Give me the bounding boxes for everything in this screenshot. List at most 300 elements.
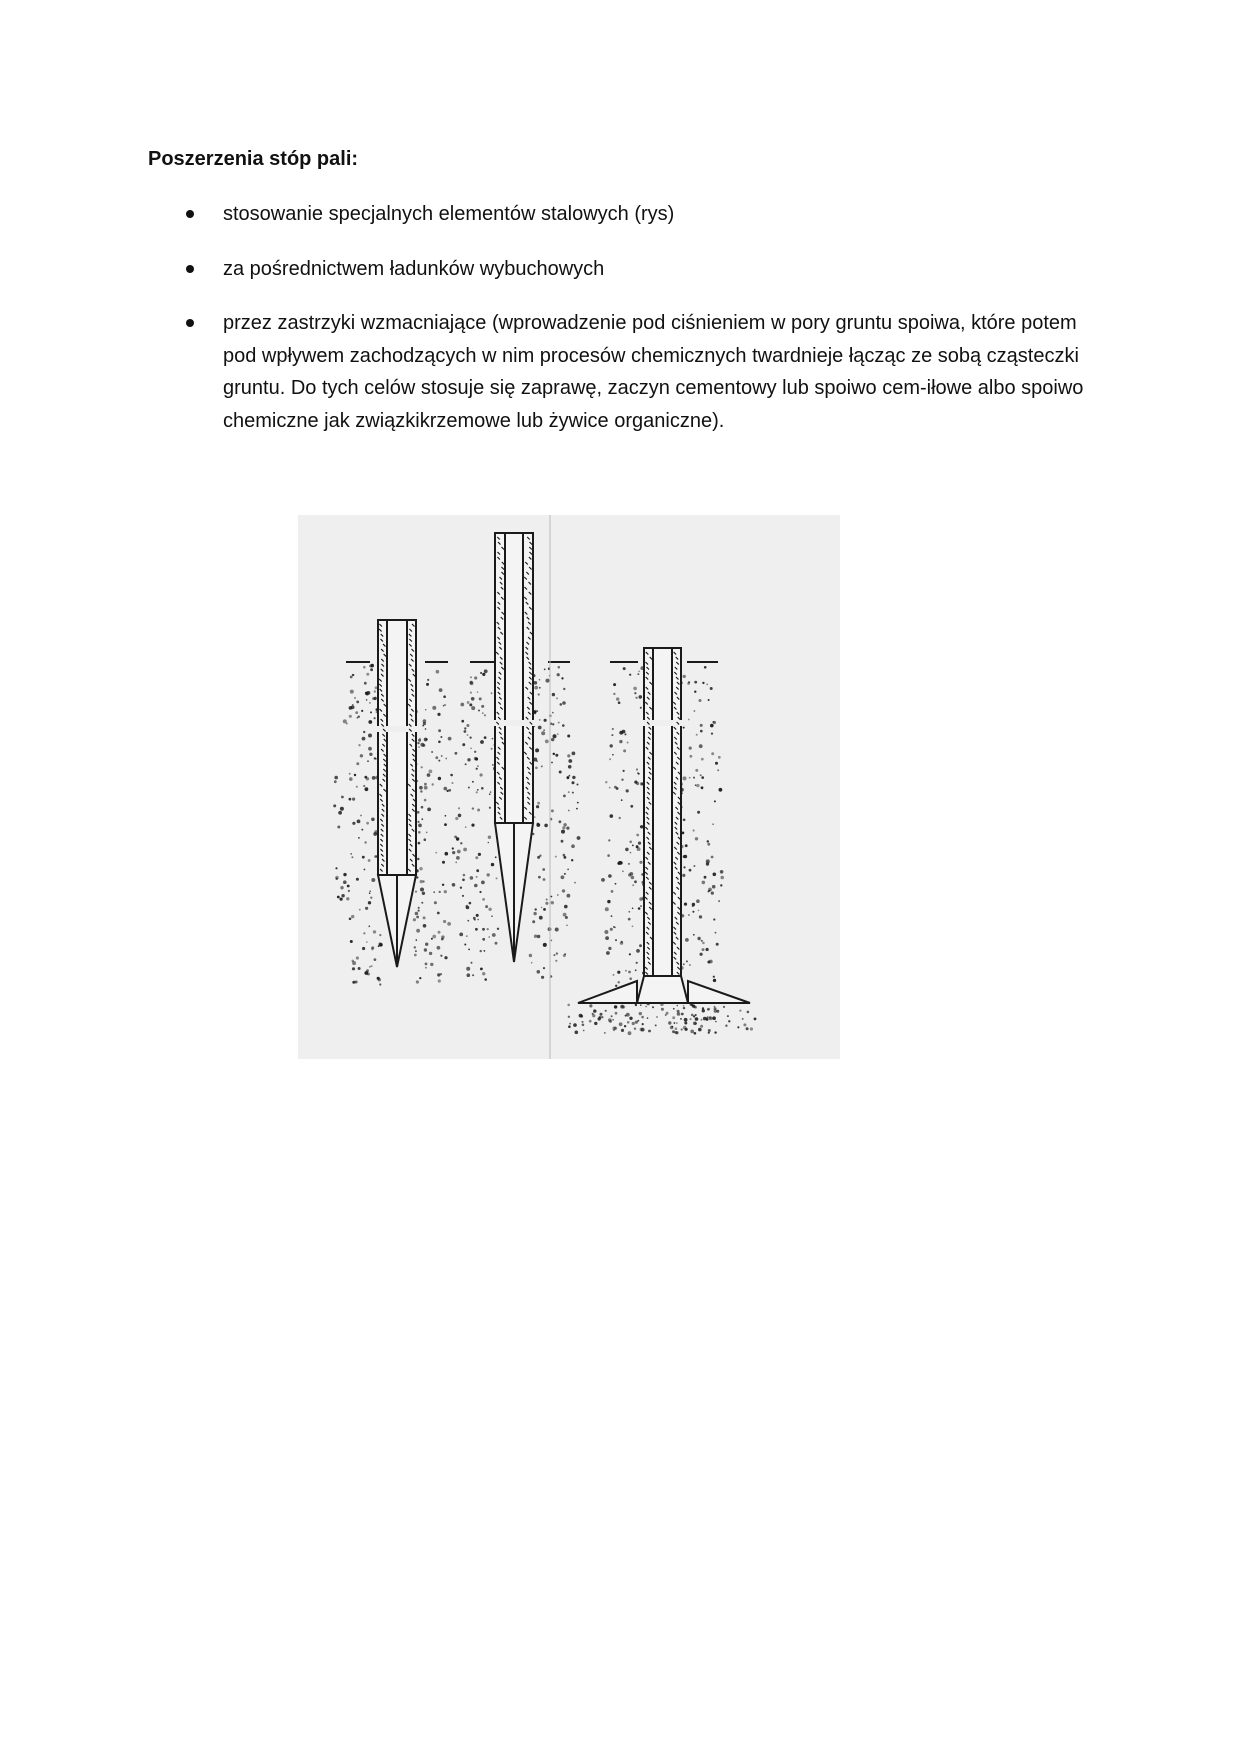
soil-dot (690, 1004, 692, 1006)
soil-dot (452, 883, 456, 887)
soil-dot (455, 862, 457, 864)
soil-dot (474, 751, 476, 753)
soil-dot (452, 851, 455, 854)
soil-dot (593, 1009, 596, 1012)
soil-dot (374, 855, 377, 858)
soil-dot (546, 899, 548, 901)
soil-dot (567, 869, 569, 871)
soil-dot (370, 711, 372, 713)
soil-dot (491, 748, 493, 750)
soil-dot (532, 920, 535, 923)
soil-dot (681, 1028, 683, 1030)
soil-dot (629, 841, 632, 844)
soil-dot (614, 1005, 617, 1008)
soil-dot (477, 789, 479, 791)
soil-dot (632, 884, 634, 886)
soil-dot (592, 1013, 594, 1015)
soil-dot (573, 1023, 577, 1027)
soil-dot (476, 768, 478, 770)
soil-dot (491, 915, 493, 917)
soil-dot (638, 671, 640, 673)
soil-dot (563, 795, 566, 798)
soil-dot (434, 901, 437, 904)
soil-dot (535, 908, 537, 910)
soil-dot (628, 911, 630, 913)
soil-dot (639, 695, 643, 699)
soil-dot (632, 845, 634, 847)
soil-dot (461, 720, 464, 723)
soil-dot (645, 1006, 647, 1008)
soil-dot (566, 925, 568, 927)
soil-dot (365, 787, 369, 791)
soil-dot (609, 787, 611, 789)
soil-dot (444, 956, 447, 959)
soil-dot (334, 780, 337, 783)
soil-dot (372, 776, 376, 780)
soil-dot (356, 762, 359, 765)
soil-dot (634, 1028, 636, 1030)
soil-dot (683, 675, 686, 678)
soil-dot (492, 764, 494, 766)
soil-dot (488, 842, 490, 844)
soil-dot (431, 751, 433, 753)
soil-dot (371, 818, 375, 822)
soil-dot (619, 1022, 623, 1026)
soil-dot (627, 742, 629, 744)
soil-dot (431, 938, 433, 940)
soil-dot (465, 826, 467, 828)
soil-dot (689, 1018, 691, 1020)
soil-dot (534, 935, 537, 938)
pile-diagram-svg (298, 515, 840, 1059)
soil-dot (683, 855, 686, 858)
soil-dot (608, 947, 611, 950)
soil-dot (426, 832, 428, 834)
soil-dot (694, 681, 697, 684)
soil-dot (429, 952, 432, 955)
soil-dot (613, 683, 616, 686)
soil-dot (435, 852, 437, 854)
soil-dot (714, 1006, 716, 1008)
soil-dot (698, 910, 700, 912)
soil-dot (674, 1022, 676, 1024)
soil-dot (480, 950, 482, 952)
soil-dot (421, 806, 424, 809)
soil-dot (440, 955, 442, 957)
soil-dot (374, 690, 376, 692)
soil-dot (635, 1004, 637, 1006)
soil-dot (422, 725, 424, 727)
soil-dot (420, 790, 422, 792)
soil-dot (683, 866, 685, 868)
soil-dot (559, 820, 562, 823)
soil-dot (568, 810, 570, 812)
soil-dot (568, 791, 570, 793)
list-item (148, 307, 1088, 437)
soil-dot (379, 983, 381, 985)
soil-dot (368, 720, 372, 724)
soil-dot (369, 702, 371, 704)
soil-dot (470, 748, 472, 750)
soil-dot (477, 919, 479, 921)
soil-dot (416, 939, 418, 941)
soil-dot (475, 928, 478, 931)
soil-dot (491, 692, 493, 694)
soil-dot (688, 681, 690, 683)
soil-dot (579, 1014, 583, 1018)
section-heading: Poszerzenia stóp pali: (148, 148, 359, 170)
soil-dot (415, 912, 419, 916)
soil-dot (715, 762, 718, 765)
soil-dot (714, 800, 716, 802)
soil-dot (680, 1018, 682, 1020)
soil-dot (711, 733, 713, 735)
soil-dot (475, 757, 478, 760)
soil-dot (563, 688, 565, 690)
soil-dot (605, 936, 609, 940)
soil-dot (576, 808, 578, 810)
soil-dot (604, 930, 608, 934)
soil-dot (419, 977, 421, 979)
soil-dot (742, 1018, 744, 1020)
soil-dot (425, 728, 427, 730)
soil-dot (700, 724, 703, 727)
soil-dot (338, 811, 342, 815)
soil-dot (695, 1014, 697, 1016)
soil-dot (432, 935, 436, 939)
soil-dot (563, 913, 567, 917)
soil-dot (479, 891, 481, 893)
soil-dot (559, 771, 562, 774)
soil-dot (357, 820, 361, 824)
soil-dot (466, 935, 468, 937)
soil-dot (628, 971, 631, 974)
soil-dot (701, 758, 704, 761)
soil-dot (689, 964, 691, 966)
soil-dot (699, 915, 702, 918)
soil-dot (419, 786, 423, 790)
soil-dot (427, 773, 431, 777)
soil-dot (417, 811, 420, 814)
soil-dot (480, 773, 483, 776)
soil-dot (670, 1026, 674, 1030)
soil-dot (366, 822, 369, 825)
soil-dot (340, 886, 343, 889)
soil-dot (456, 837, 459, 840)
soil-dot (471, 824, 474, 827)
soil-dot (415, 950, 417, 952)
soil-dot (720, 876, 724, 880)
soil-dot (723, 1006, 725, 1008)
soil-dot (361, 829, 363, 831)
soil-dot (713, 918, 715, 920)
soil-dot (418, 907, 420, 909)
soil-dot (706, 859, 710, 863)
soil-dot (476, 869, 479, 872)
soil-dot (352, 981, 355, 984)
soil-dot (710, 687, 713, 690)
soil-dot (417, 742, 419, 744)
soil-dot (683, 819, 686, 822)
soil-dot (704, 666, 707, 669)
soil-dot (635, 969, 637, 971)
soil-dot (695, 1022, 697, 1024)
soil-dot (629, 872, 633, 876)
soil-dot (683, 963, 685, 965)
soil-dot (713, 979, 716, 982)
soil-dot (551, 940, 553, 942)
soil-dot (442, 861, 445, 864)
soil-dot (352, 822, 355, 825)
soil-dot (420, 743, 424, 747)
list-item (148, 198, 1088, 231)
soil-dot (484, 950, 486, 952)
soil-dot (561, 830, 565, 834)
soil-dot (443, 920, 446, 923)
soil-dot (714, 1009, 717, 1012)
soil-dot (364, 776, 367, 779)
soil-dot (534, 686, 538, 690)
soil-dot (531, 962, 533, 964)
soil-dot (632, 1022, 635, 1025)
soil-dot (601, 1016, 603, 1018)
soil-dot (605, 781, 607, 783)
soil-dot (418, 910, 420, 912)
soil-dot (424, 783, 427, 786)
soil-dot (368, 734, 372, 738)
soil-dot (484, 714, 486, 716)
soil-dot (708, 699, 710, 701)
soil-dot (699, 699, 702, 702)
soil-dot (708, 1032, 710, 1034)
soil-dot (353, 674, 355, 676)
soil-dot (535, 767, 538, 770)
soil-dot (489, 807, 491, 809)
soil-dot (544, 719, 547, 722)
soil-dot (627, 1021, 630, 1024)
soil-dot (652, 1006, 654, 1008)
soil-dot (582, 1024, 585, 1027)
soil-dot (607, 854, 610, 857)
soil-dot (432, 706, 436, 710)
soil-dot (371, 965, 373, 967)
soil-dot (699, 744, 703, 748)
soil-dot (352, 961, 356, 965)
soil-dot (418, 746, 420, 748)
soil-dot (537, 935, 540, 938)
soil-dot (639, 944, 642, 947)
soil-dot (343, 880, 347, 884)
soil-dot (348, 890, 350, 892)
soil-dot (636, 768, 638, 770)
soil-dot (538, 726, 542, 730)
soil-dot (340, 807, 344, 811)
soil-dot (424, 948, 427, 951)
soil-dot (368, 859, 371, 862)
soil-dot (438, 979, 441, 982)
soil-dot (684, 1018, 688, 1022)
soil-dot (373, 930, 376, 933)
soil-dot (568, 1016, 570, 1018)
soil-dot (637, 673, 639, 675)
soil-dot (424, 738, 428, 742)
soil-dot (673, 1008, 675, 1010)
soil-dot (341, 894, 344, 897)
soil-dot (362, 737, 366, 741)
soil-dot (535, 748, 539, 752)
soil-dot (621, 799, 623, 801)
soil-dot (565, 916, 568, 919)
soil-dot (711, 752, 714, 755)
soil-dot (458, 814, 462, 818)
soil-dot (340, 898, 343, 901)
soil-dot (737, 1026, 739, 1028)
soil-dot (636, 845, 639, 848)
soil-dot (690, 755, 693, 758)
soil-dot (640, 905, 642, 907)
soil-dot (718, 756, 721, 759)
soil-dot (364, 682, 367, 685)
soil-dot (561, 677, 563, 679)
soil-dot (694, 691, 696, 693)
soil-dot (420, 880, 423, 883)
soil-dot (696, 784, 699, 787)
soil-dot (577, 802, 579, 804)
soil-dot (442, 884, 444, 886)
soil-dot (676, 1022, 678, 1024)
soil-dot (491, 863, 494, 866)
soil-dot (638, 907, 641, 910)
soil-dot (557, 733, 559, 735)
soil-dot (379, 934, 381, 936)
soil-dot (349, 918, 352, 921)
soil-dot (356, 878, 359, 881)
soil-dot (544, 669, 546, 671)
bullet-icon (186, 319, 194, 327)
soil-dot (335, 876, 339, 880)
soil-dot (444, 890, 447, 893)
soil-dot (367, 760, 369, 762)
soil-dot (464, 727, 466, 729)
soil-dot (360, 754, 363, 757)
list-item-text: przez zastrzyki wzmacniające (wprowadzenie pod ciśnieniem w pory gruntu spoiwa, które potem pod wpływem zachodzących w nim procesów chemicznych twardnieje łącząc ze sobą cząsteczki gruntu. Do tych celów stosuje się zaprawę, zaczyn cementowy lub spoiwo cem-iłowe albo spoiwo chemiczne jak związkikrzemowe lub żywice organiczne). (223, 312, 1084, 432)
soil-dot (445, 852, 449, 856)
soil-dot (337, 896, 340, 899)
soil-dot (368, 747, 372, 751)
soil-dot (619, 740, 622, 743)
soil-dot (356, 701, 359, 704)
soil-dot (685, 844, 688, 847)
soil-dot (715, 1021, 717, 1023)
soil-dot (558, 722, 560, 724)
soil-dot (707, 1009, 709, 1011)
soil-dot (463, 848, 467, 852)
soil-dot (684, 1022, 687, 1025)
soil-dot (351, 915, 354, 918)
soil-dot (637, 1020, 639, 1022)
soil-dot (334, 776, 338, 780)
soil-dot (349, 798, 352, 801)
soil-dot (613, 926, 615, 928)
soil-dot (727, 1015, 729, 1017)
soil-dot (710, 724, 714, 728)
soil-dot (747, 1011, 750, 1014)
bullet-icon (186, 210, 194, 218)
soil-dot (600, 1013, 603, 1016)
soil-dot (425, 709, 427, 711)
soil-dot (438, 931, 441, 934)
soil-dot (684, 903, 687, 906)
soil-dot (474, 884, 478, 888)
soil-dot (370, 897, 372, 899)
soil-dot (681, 1013, 684, 1016)
soil-dot (419, 738, 421, 740)
soil-dot (640, 1004, 642, 1006)
soil-dot (725, 1025, 727, 1027)
soil-dot (476, 791, 478, 793)
soil-dot (482, 928, 485, 931)
soil-dot (495, 942, 498, 945)
soil-dot (694, 1032, 697, 1035)
soil-dot (562, 826, 565, 829)
soil-dot (358, 967, 361, 970)
soil-dot (569, 775, 571, 777)
soil-dot (750, 1027, 753, 1030)
soil-dot (562, 889, 565, 892)
soil-dot (698, 1028, 702, 1032)
soil-dot (414, 954, 417, 957)
soil-dot (436, 670, 440, 674)
soil-dot (371, 948, 373, 950)
soil-dot (612, 754, 614, 756)
soil-dot (720, 870, 724, 874)
soil-dot (706, 684, 708, 686)
soil-dot (482, 898, 485, 901)
soil-dot (474, 919, 476, 921)
soil-dot (618, 861, 622, 865)
soil-dot (551, 896, 553, 898)
soil-dot (619, 817, 621, 819)
soil-dot (542, 868, 545, 871)
soil-dot (702, 682, 704, 684)
soil-dot (552, 723, 554, 725)
soil-dot (335, 867, 337, 869)
soil-dot (460, 703, 464, 707)
soil-dot (685, 938, 689, 942)
soil-dot (356, 956, 359, 959)
soil-dot (614, 786, 617, 789)
soil-dot (707, 961, 710, 964)
soil-dot (617, 971, 620, 974)
soil-dot (709, 1017, 713, 1021)
soil-dot (693, 1015, 695, 1017)
soil-dot (636, 962, 638, 964)
soil-dot (545, 902, 548, 905)
soil-dot (555, 960, 557, 962)
soil-dot (364, 869, 366, 871)
soil-dot (455, 752, 458, 755)
soil-dot (426, 683, 429, 686)
soil-dot (337, 826, 340, 829)
soil-dot (629, 674, 631, 676)
soil-dot (695, 784, 697, 786)
soil-dot (359, 909, 361, 911)
soil-dot (541, 731, 545, 735)
soil-dot (605, 907, 609, 911)
soil-dot (445, 815, 447, 817)
soil-dot (642, 1023, 644, 1025)
soil-dot (555, 754, 558, 757)
